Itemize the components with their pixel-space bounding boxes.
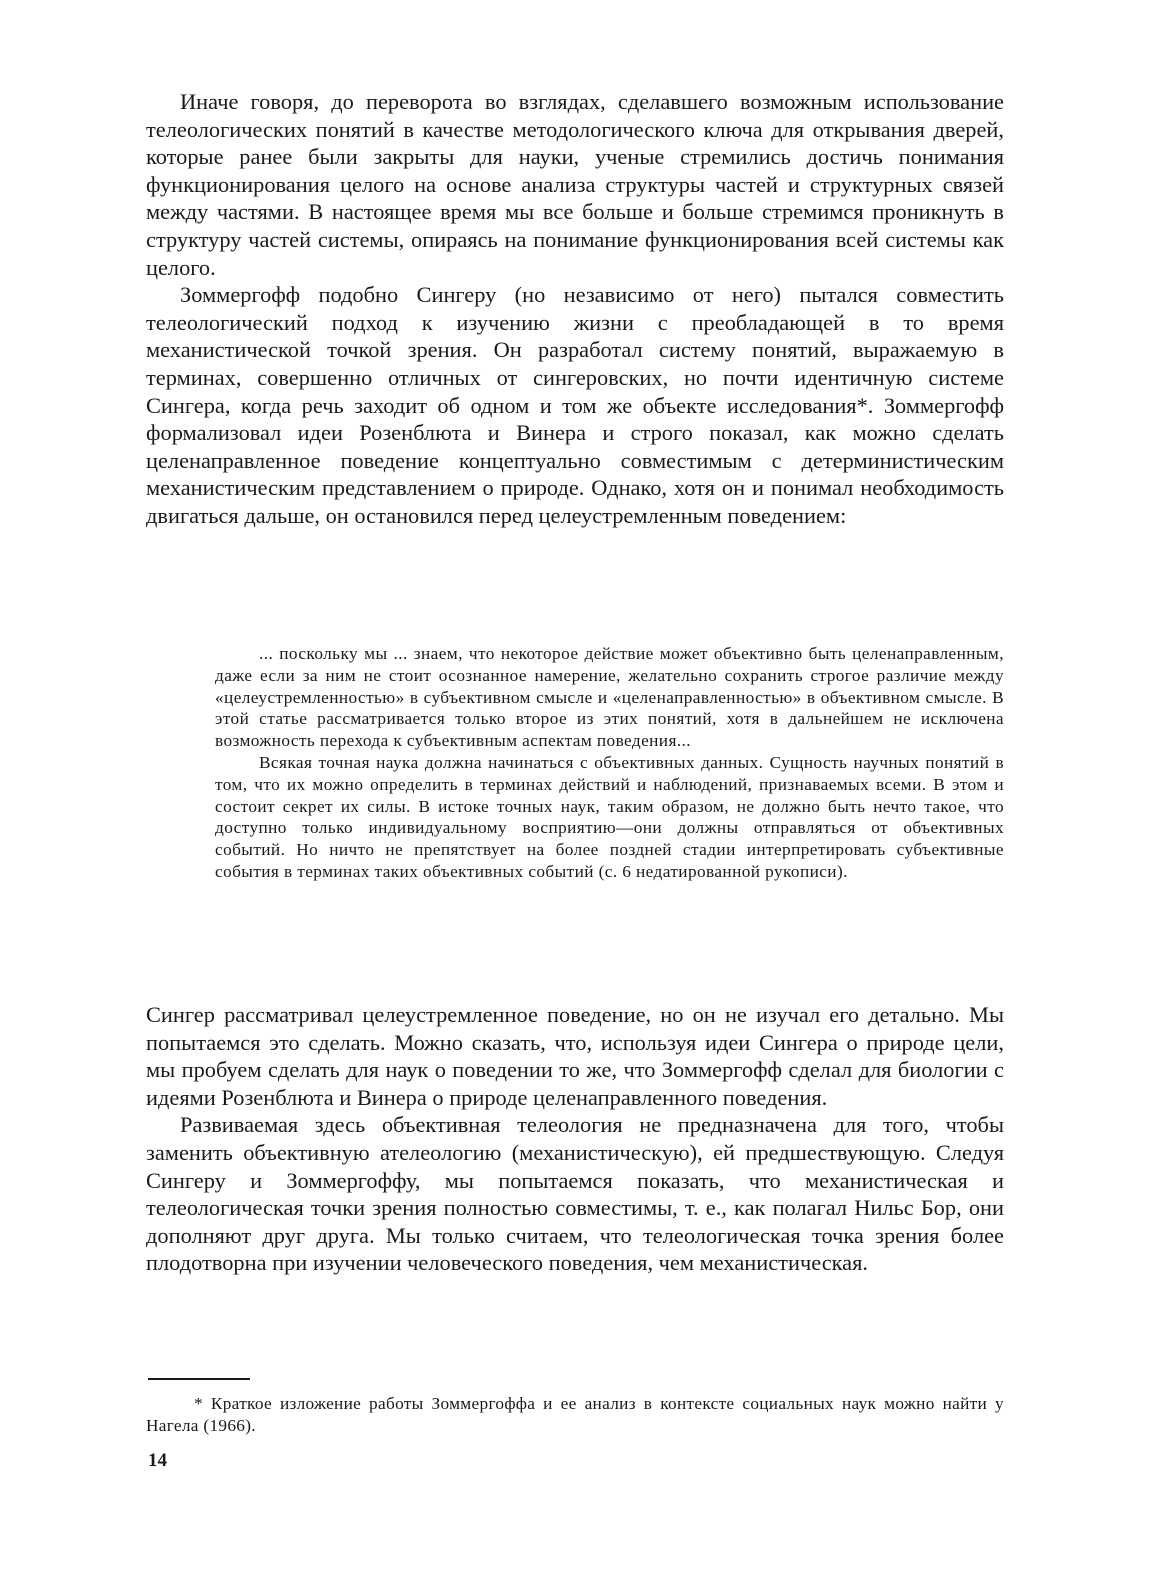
main-text-upper (146, 88, 1004, 530)
paragraph: Зоммергофф подобно Сингеру (но независимо от него) пытался совместить телеологический подход к изучению жизни с преобладающей в то время механистической точкой зрения. Он разработал систему понятий, выражаемую в терминах, совершенно отличных от сингеровских, но почти идентичную системе Сингера, когда речь заходит об одном и том же объекте исследования*. Зоммергофф формализовал идеи Розенблюта и Винера и строго показал, как можно сделать целенаправленное поведение концептуально совместимым с детерминистическим механистическим представлением о природе. Однако, хотя он и понимал необходимость двигаться дальше, он остановился перед целеустремленным поведением: (146, 282, 1004, 528)
quote-paragraph: ... поскольку мы ... знаем, что некоторое действие может объективно быть целенаправленным, даже если за ним не стоит осознанное намерение, желательно сохранить строгое различие между «целеустремленностью» в субъективном смысле и «целенаправленностью» в объективном смысле. В этой статье рассматривается только второе из этих понятий, хотя в дальнейшем не исключена возможность перехода к субъективным аспектам поведения... (215, 644, 1004, 751)
paragraph: Иначе говоря, до переворота во взглядах, сделавшего возможным использование телеологических понятий в качестве методологического ключа для открывания дверей, которые ранее были закрыты для науки, ученые стремились достичь понимания функционирования целого на основе анализа структуры частей и структурных связей между частями. В настоящее время мы все больше и больше стремимся проникнуть в структуру частей системы, опираясь на понимание функционирования всей системы как целого. (146, 89, 1004, 280)
main-text-lower (146, 1001, 1004, 1277)
block-quote (215, 643, 1004, 883)
footnote: * Краткое изложение работы Зоммергоффа и ее анализ в контексте социальных наук можно найти у Нагела (1966). (146, 1394, 1004, 1435)
paragraph: Сингер рассматривал целеустремленное поведение, но он не изучал его детально. Мы попытаемся это сделать. Можно сказать, что, используя идеи Сингера о природе цели, мы пробуем сделать для наук о поведении то же, что Зоммергофф сделал для биологии с идеями Розенблюта и Винера о природе целенаправленного поведения. (146, 1002, 1004, 1110)
paragraph: Развиваемая здесь объективная телеология не предназначена для того, чтобы заменить объективную ателеологию (механистическую), ей предшествующую. Следуя Сингеру и Зоммергоффу, мы попытаемся показать, что механистическая и телеологическая точки зрения полностью совместимы, т. е., как полагал Нильс Бор, они дополняют друг друга. Мы только считаем, что телеологическая точка зрения более плодотворна при изучении человеческого поведения, чем механистическая. (146, 1112, 1004, 1276)
quote-paragraph: Всякая точная наука должна начинаться с объективных данных. Сущность научных понятий в том, что их можно определить в терминах действий и наблюдений, признаваемых всеми. В этом и состоит секрет их силы. В истоке точных наук, таким образом, не должно быть нечто такое, что доступно только индивидуальному восприятию—они должны отправляться от объективных событий. Но ничто не препятствует на более поздней стадии интерпретировать субъективные события в терминах таких объективных событий (с. 6 недатированной рукописи). (215, 752, 1004, 881)
page-number: 14 (148, 1450, 167, 1471)
footnote-divider (148, 1378, 250, 1380)
